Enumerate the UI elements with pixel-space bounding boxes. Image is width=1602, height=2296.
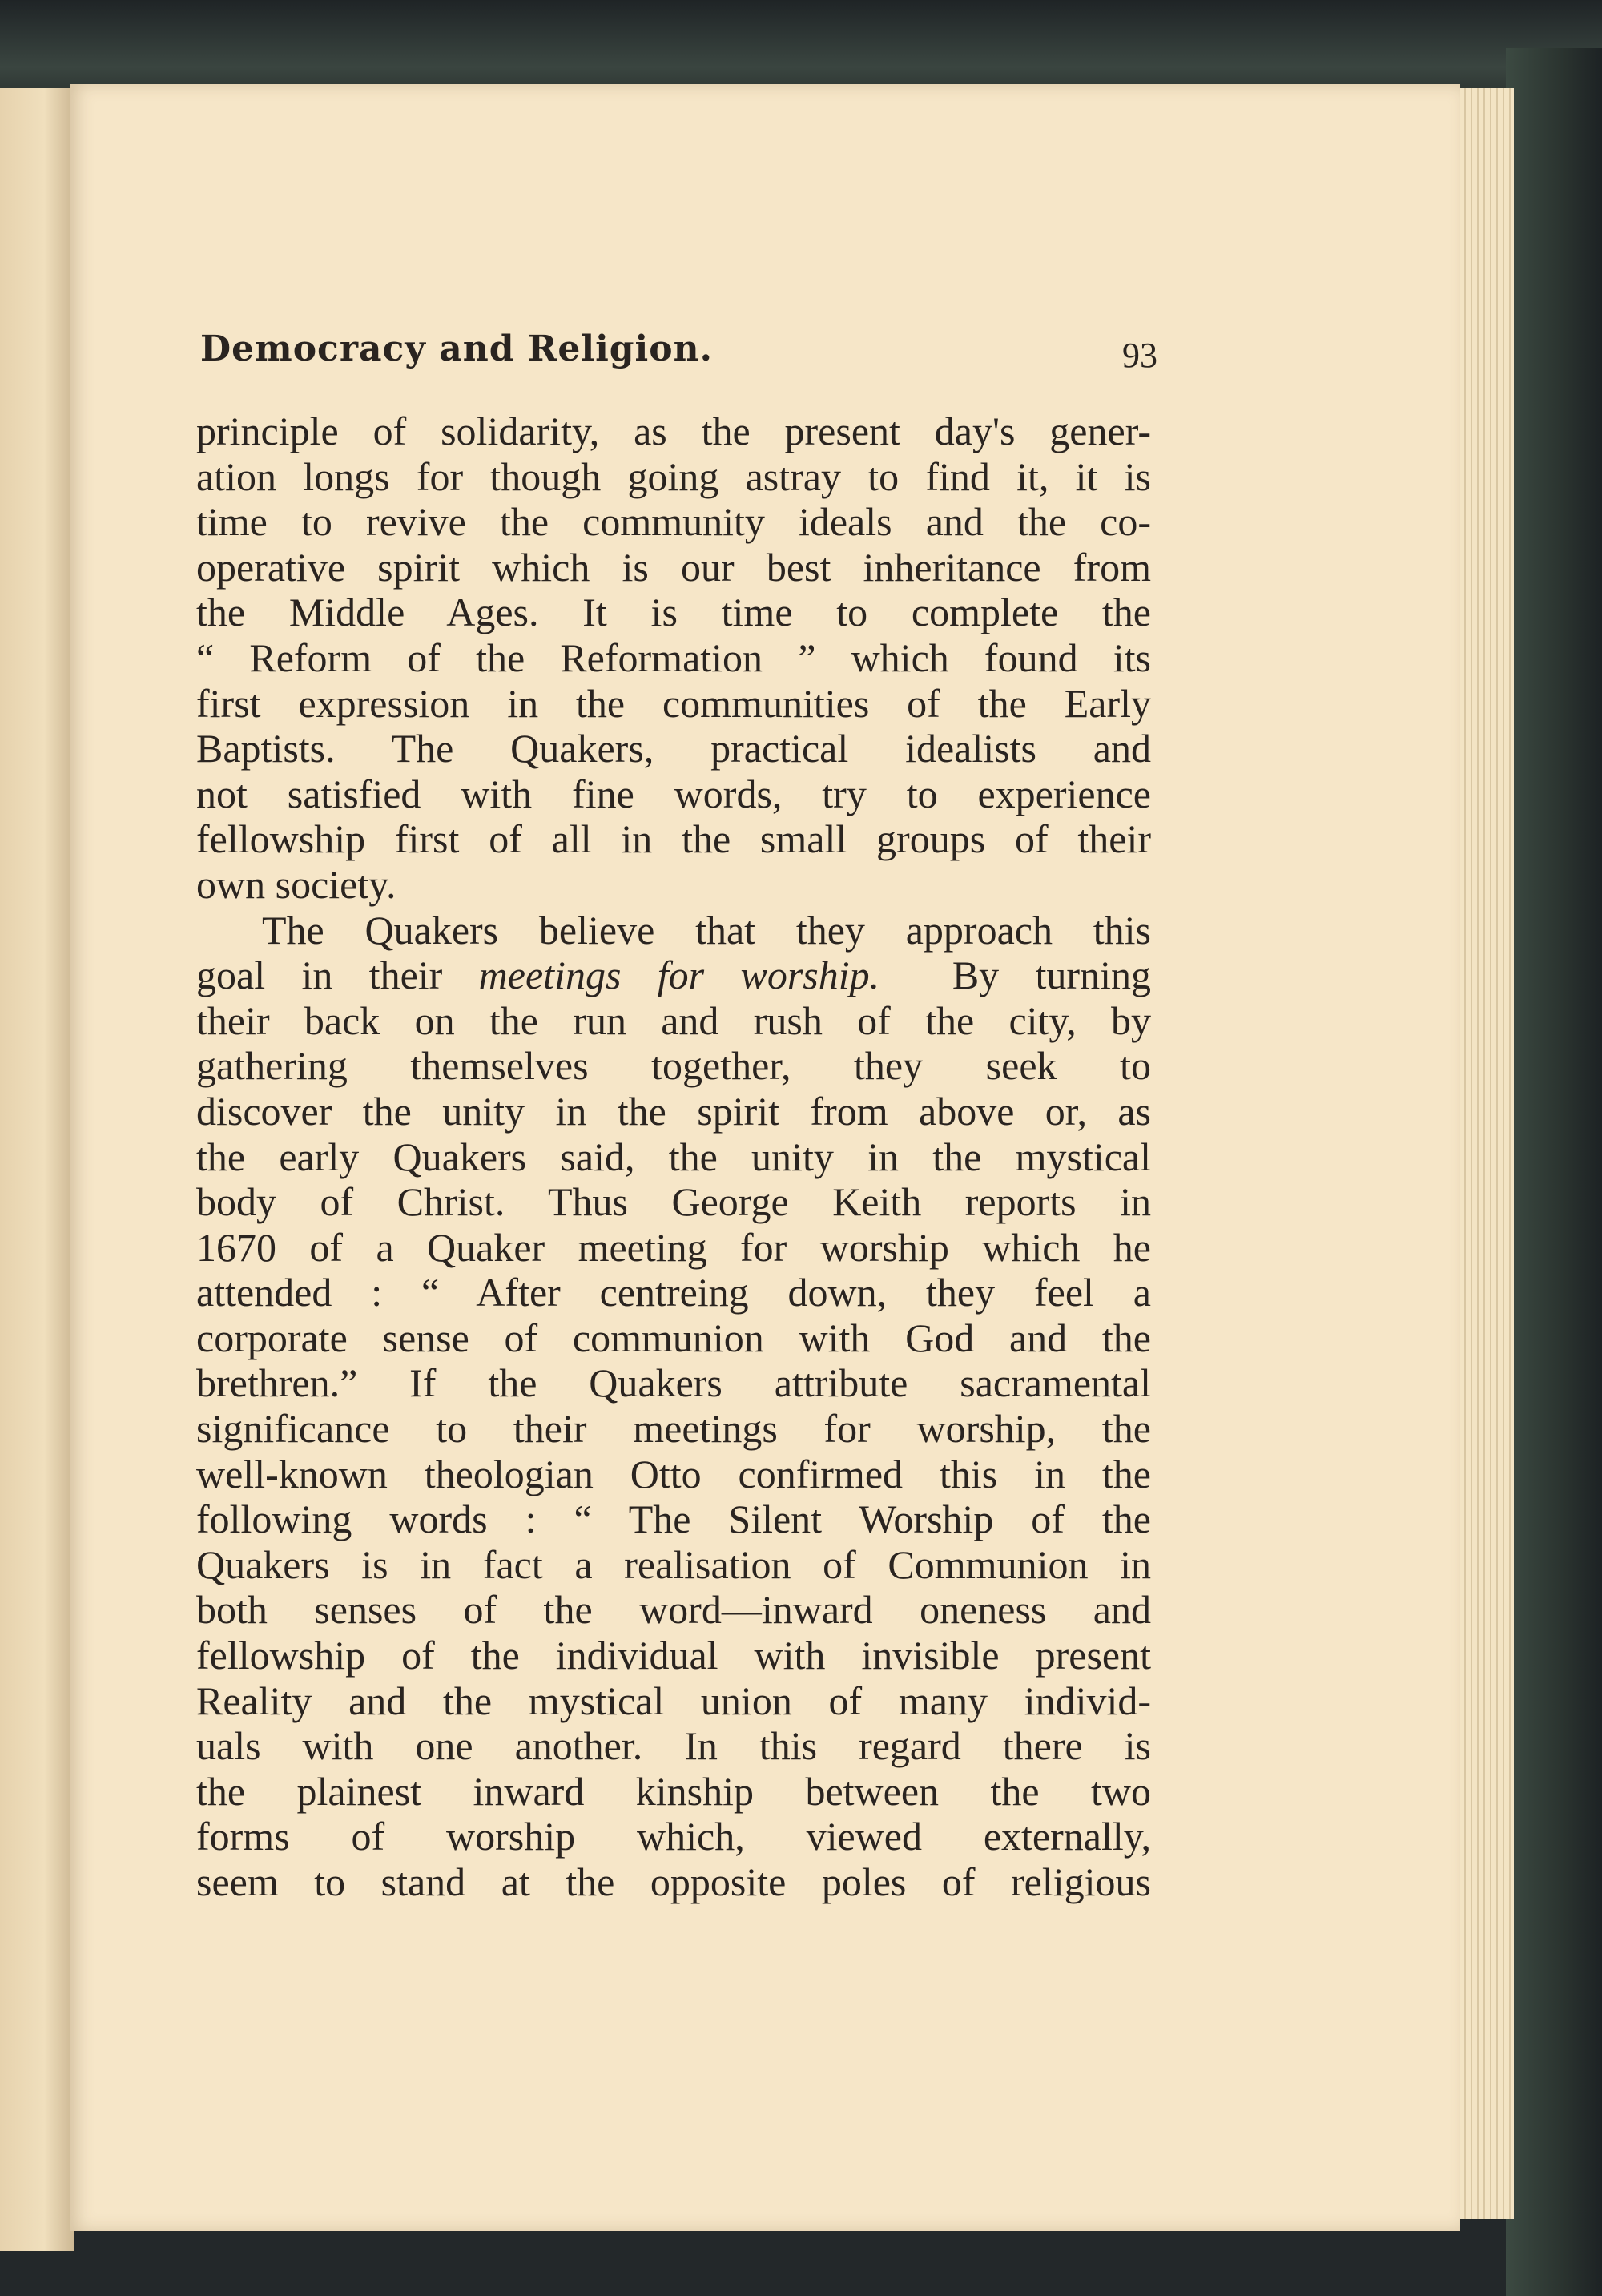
text-line: own society. (196, 861, 396, 907)
book-cover-right (1506, 48, 1602, 2296)
text-line: Reality and the mystical union of many individ- (196, 1678, 1151, 1723)
page-number: 93 (1122, 336, 1157, 375)
text-line: the plainest inward kinship between the two (196, 1768, 1151, 1814)
text-line: gathering themselves together, they seek to (196, 1043, 1151, 1089)
text-line: “ Reform of the Reformation ” which found its (196, 634, 1151, 680)
text-line: not satisfied with fine words, try to experience (196, 771, 1151, 816)
text-line: both senses of the word—inward oneness and (196, 1587, 1151, 1633)
running-title: Democracy and Religion. (200, 328, 713, 369)
text-line: the Middle Ages. It is time to complete the (196, 590, 1151, 635)
text-line: their back on the run and rush of the city, by (196, 997, 1151, 1043)
page-header (200, 328, 1157, 385)
text-line: attended : “ After centreing down, they feel a (196, 1270, 1151, 1315)
text-line: well-known theologian Otto confirmed this in the (196, 1451, 1151, 1496)
body-text (196, 409, 1151, 1905)
text-line: time to revive the community ideals and the co- (196, 499, 1151, 545)
text-line (196, 953, 1151, 998)
text-span: By turning (879, 953, 1151, 998)
text-span: goal in their (196, 953, 479, 998)
text-line: fellowship of the individual with invisible present (196, 1633, 1151, 1678)
text-line: Baptists. The Quakers, practical idealists and (196, 726, 1151, 771)
facing-page-edge (0, 88, 74, 2251)
text-line: uals with one another. In this regard there is (196, 1723, 1151, 1769)
text-line: ation longs for though going astray to find it, it is (196, 453, 1151, 499)
text-line: following words : “ The Silent Worship of the (196, 1496, 1151, 1542)
text-line: The Quakers believe that they approach this (262, 907, 1151, 953)
text-line: Quakers is in fact a realisation of Communion in (196, 1541, 1151, 1587)
text-line: corporate sense of communion with God and the (196, 1315, 1151, 1360)
italic-phrase: meetings for worship. (478, 953, 880, 998)
text-line: forms of worship which, viewed externally, (196, 1814, 1151, 1859)
text-line: body of Christ. Thus George Keith reports in (196, 1179, 1151, 1225)
text-line: brethren.” If the Quakers attribute sacramental (196, 1360, 1151, 1406)
text-line: principle of solidarity, as the present day's gener- (196, 409, 1151, 453)
text-line: 1670 of a Quaker meeting for worship which he (196, 1224, 1151, 1270)
text-line: fellowship first of all in the small groups of their (196, 816, 1151, 862)
book-cover-top (0, 0, 1602, 96)
text-line: the early Quakers said, the unity in the mystical (196, 1134, 1151, 1179)
text-line: discover the unity in the spirit from above or, as (196, 1088, 1151, 1134)
text-line: seem to stand at the opposite poles of religious (196, 1859, 1151, 1904)
text-line: first expression in the communities of the Early (196, 680, 1151, 726)
text-line: operative spirit which is our best inheritance from (196, 544, 1151, 590)
text-line: significance to their meetings for worship, the (196, 1406, 1151, 1452)
